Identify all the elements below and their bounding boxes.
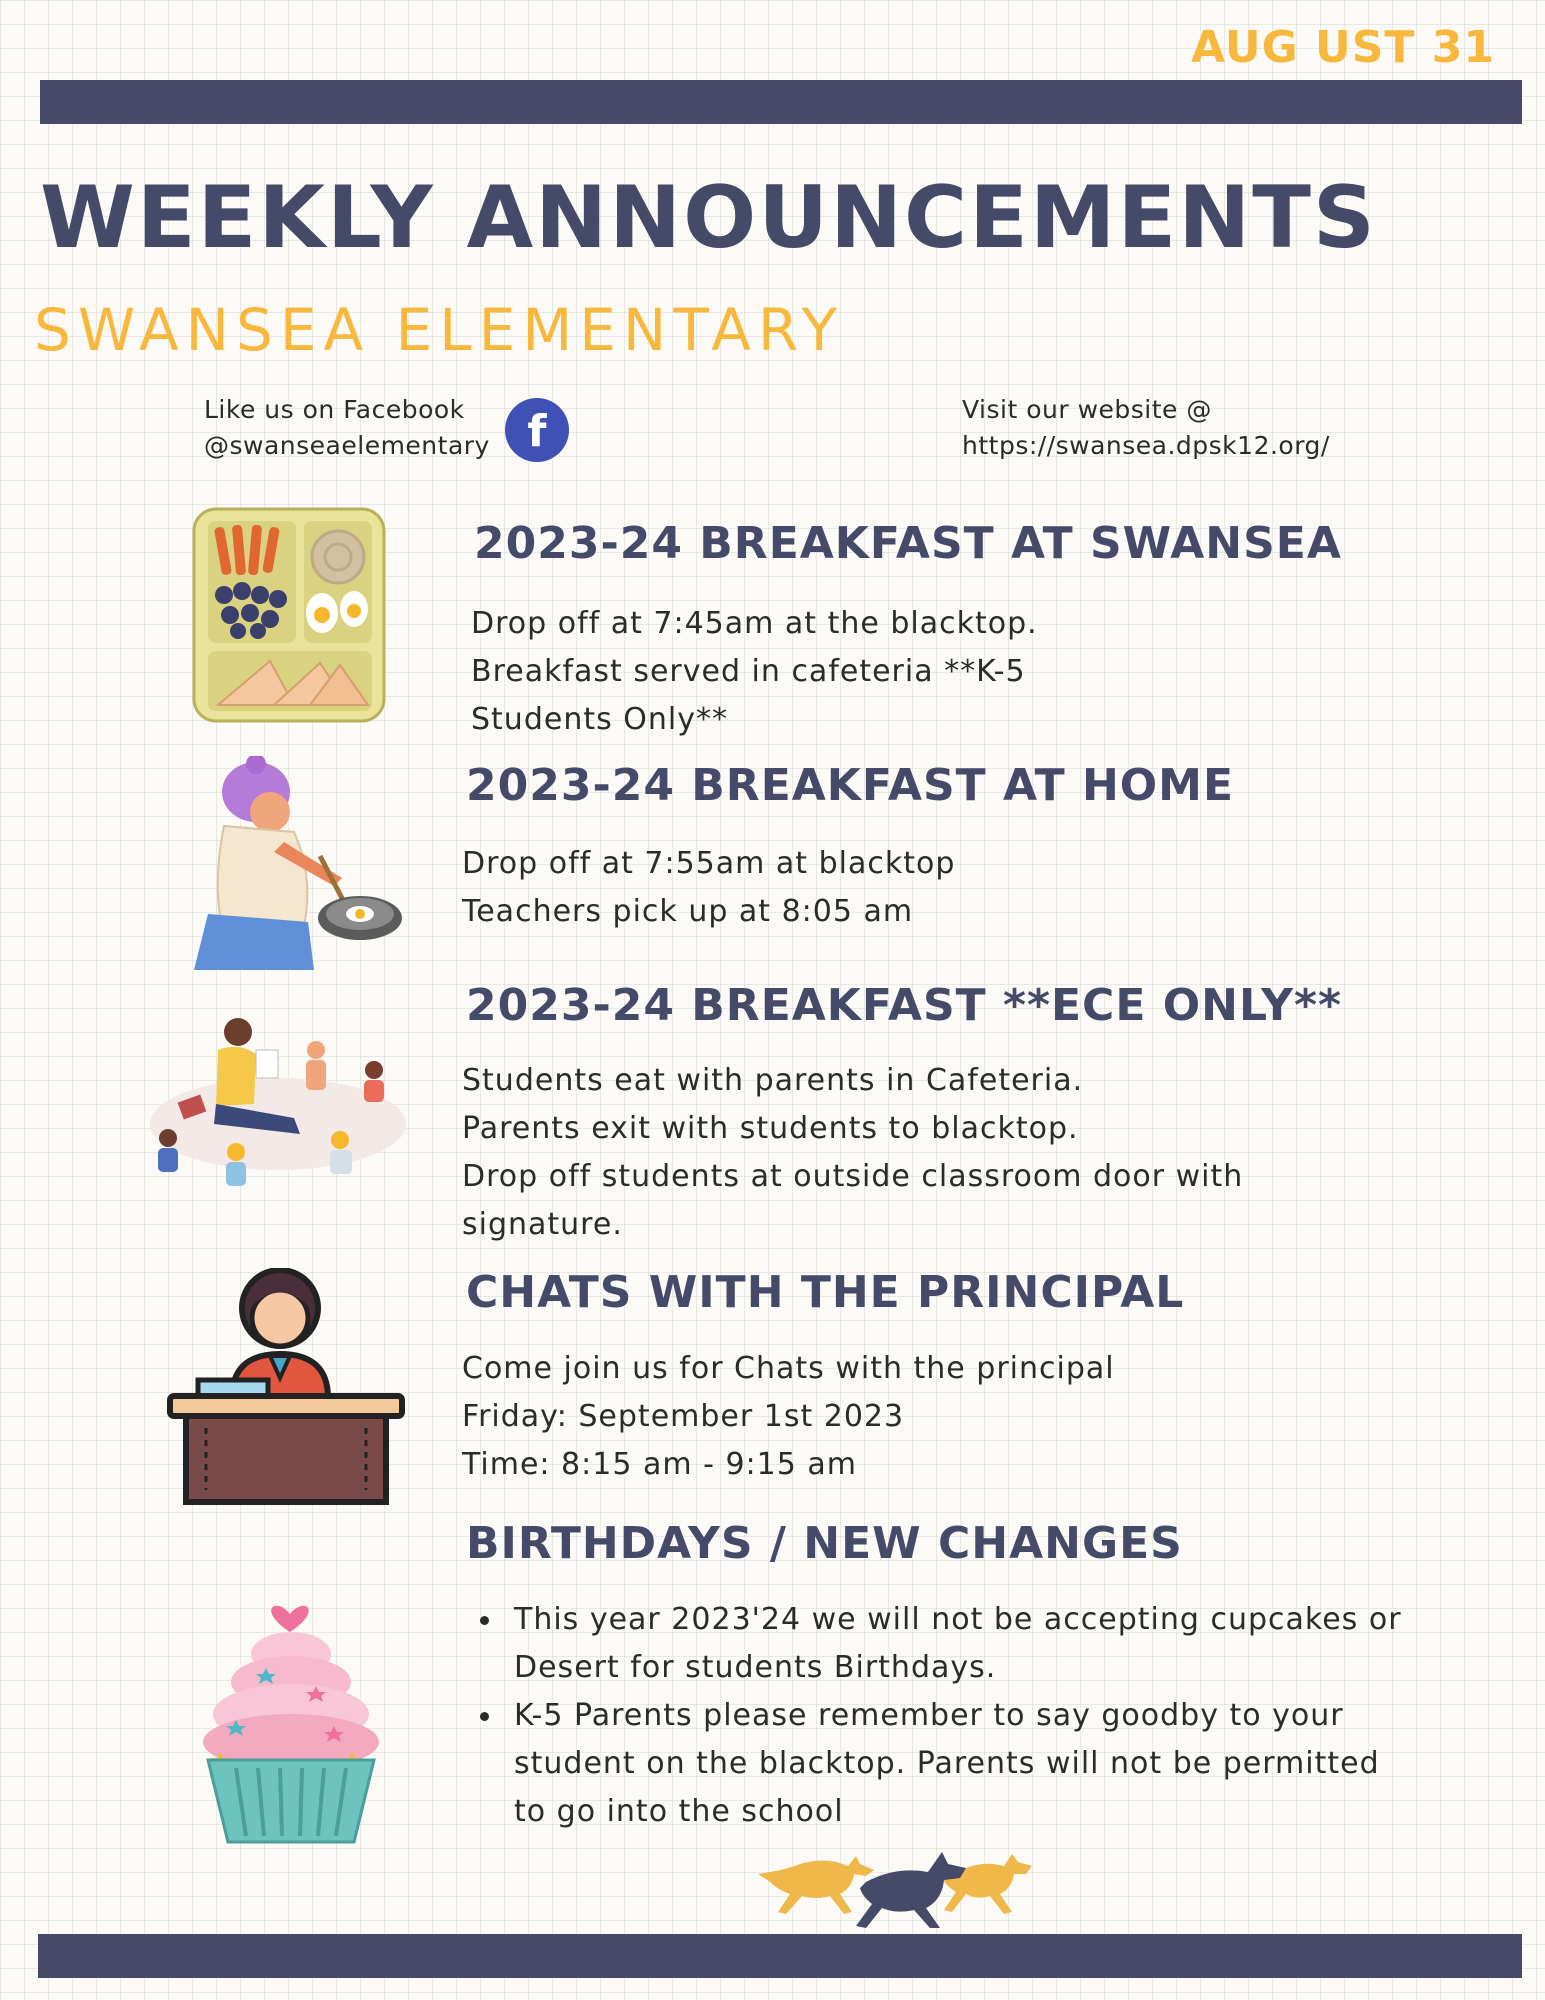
body-line: signature. (462, 1207, 623, 1242)
principal-desk-icon (166, 1268, 406, 1510)
top-divider-bar (40, 80, 1522, 124)
section-heading-breakfast-swansea: 2023-24 BREAKFAST AT SWANSEA (474, 518, 1342, 569)
date-label: AUG UST 31 (1191, 22, 1495, 73)
section-body-breakfast-home (462, 840, 955, 936)
body-line: Friday: September 1st 2023 (462, 1399, 905, 1434)
website-label: Visit our website @ (962, 395, 1212, 424)
facebook-label: Like us on Facebook (204, 395, 465, 424)
body-line: Drop off at 7:45am at the blacktop. (471, 606, 1038, 641)
body-line: Students eat with parents in Cafeteria. (462, 1063, 1084, 1098)
cupcake-icon (196, 1592, 386, 1846)
body-line: Students Only** (471, 702, 728, 737)
list-item: K-5 Parents please remember to say goodby to your student on the blacktop. Parents will not be permitted to go into the school (466, 1692, 1414, 1836)
section-heading-breakfast-ece: 2023-24 BREAKFAST **ECE ONLY** (466, 980, 1343, 1031)
section-heading-chats-principal: CHATS WITH THE PRINCIPAL (466, 1267, 1185, 1318)
section-heading-birthdays: BIRTHDAYS / NEW CHANGES (466, 1518, 1183, 1569)
facebook-handle[interactable]: @swanseaelementary (204, 431, 490, 460)
body-line: Time: 8:15 am - 9:15 am (462, 1447, 857, 1482)
cooking-woman-icon (184, 756, 404, 970)
facebook-icon[interactable]: f (505, 398, 569, 462)
website-link[interactable]: https://swansea.dpsk12.org/ (962, 431, 1330, 460)
school-name: SWANSEA ELEMENTARY (34, 296, 844, 364)
bottom-divider-bar (38, 1934, 1522, 1978)
body-line: Drop off students at outside classroom door with (462, 1159, 1244, 1194)
section-body-breakfast-ece (462, 1057, 1243, 1249)
running-horses-icon (756, 1830, 1046, 1930)
section-heading-breakfast-home: 2023-24 BREAKFAST AT HOME (466, 760, 1235, 811)
body-line: Drop off at 7:55am at blacktop (462, 846, 956, 881)
section-body-birthdays (466, 1596, 1414, 1836)
section-body-chats-principal (462, 1345, 1115, 1489)
facebook-info (204, 392, 490, 464)
page-title: WEEKLY ANNOUNCEMENTS (40, 168, 1377, 268)
body-line: Breakfast served in cafeteria **K-5 (471, 654, 1026, 689)
website-info (962, 392, 1330, 464)
body-line: Come join us for Chats with the principal (462, 1351, 1115, 1386)
body-line: Teachers pick up at 8:05 am (462, 894, 914, 929)
teacher-reading-children-icon (144, 1014, 408, 1198)
list-item: This year 2023'24 we will not be accepting cupcakes or Desert for students Birthdays. (466, 1596, 1414, 1692)
body-line: Parents exit with students to blacktop. (462, 1111, 1079, 1146)
section-body-breakfast-swansea (471, 600, 1038, 744)
lunch-tray-icon (190, 505, 388, 725)
